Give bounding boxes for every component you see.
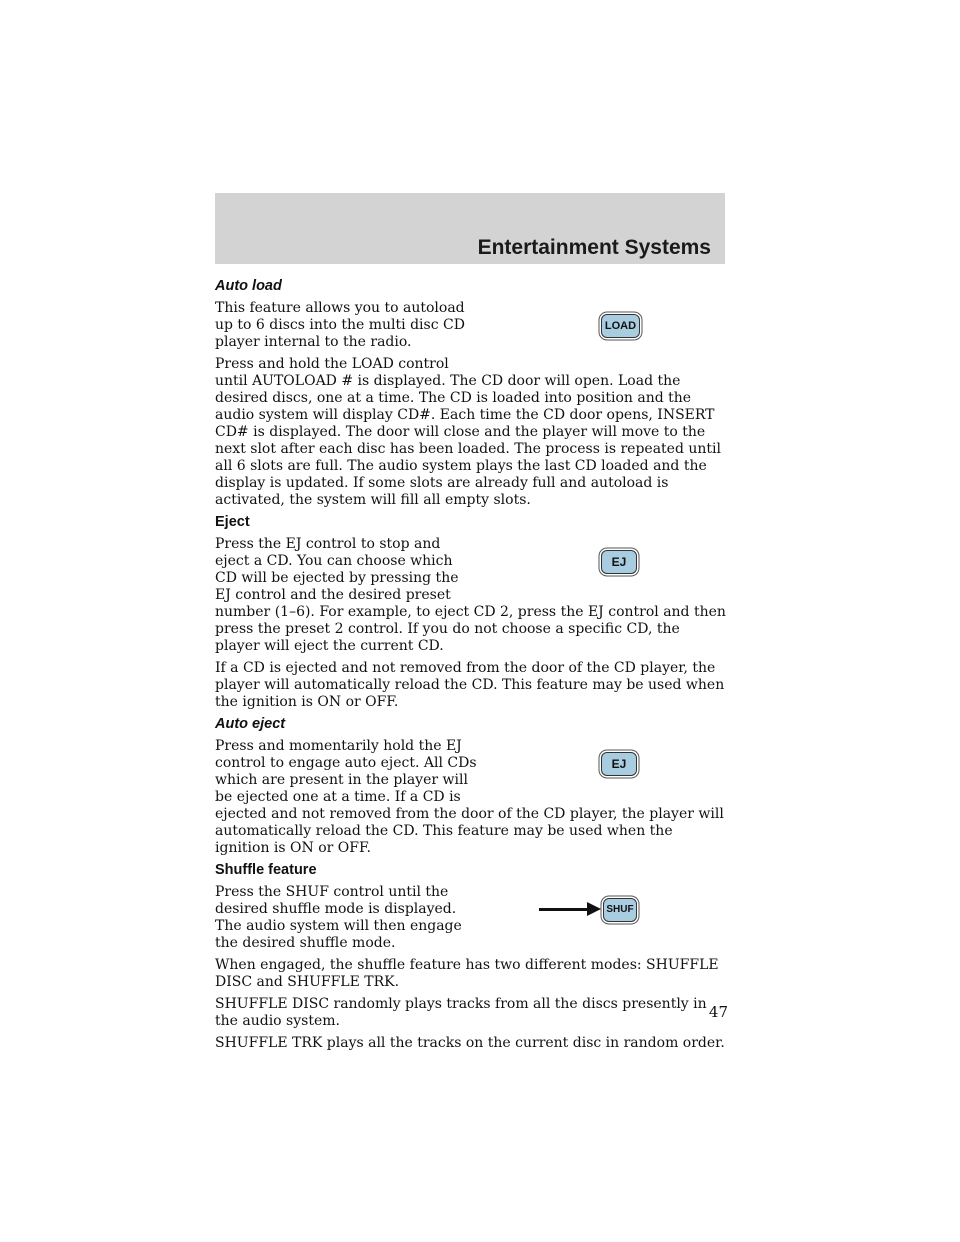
auto-eject-button-icon: EJ <box>601 752 637 776</box>
page-number: 47 <box>708 1003 728 1021</box>
section-header-band <box>215 193 725 264</box>
eject-button-icon: EJ <box>601 550 637 574</box>
auto-eject-heading: Auto eject <box>215 716 286 732</box>
shuffle-paragraph-3: SHUFFLE DISC randomly plays tracks from all the discs presently in the audio system. <box>215 996 707 1029</box>
eject-heading: Eject <box>215 514 250 530</box>
eject-paragraph-1: Press the EJ control to stop and eject a CD. You can choose which CD will be ejected by pressing the EJ control and the desired preset number (1–6). For example, to eject CD 2, press the EJ control and then press the preset 2 control. If you do not choose a specific CD, the player will eject the current CD. <box>215 536 726 654</box>
shuffle-button-figure <box>477 884 727 946</box>
load-button-icon: LOAD <box>601 314 640 338</box>
auto-load-paragraph-1: This feature allows you to autoload up to 6 discs into the multi disc CD player internal to the radio. <box>215 300 465 350</box>
page-content <box>215 278 727 1057</box>
load-button-figure <box>477 300 727 362</box>
auto-load-heading: Auto load <box>215 278 282 294</box>
shuffle-paragraph-2: When engaged, the shuffle feature has two different modes: SHUFFLE DISC and SHUFFLE TRK. <box>215 957 719 990</box>
pointer-arrow-line <box>539 908 591 911</box>
eject-button-figure <box>477 536 727 598</box>
auto-eject-button-figure <box>477 738 727 800</box>
eject-paragraph-2: If a CD is ejected and not removed from the door of the CD player, the player will automatically reload the CD. This feature may be used when the ignition is ON or OFF. <box>215 660 725 710</box>
shuffle-paragraph-1: Press the SHUF control until the desired shuffle mode is displayed. The audio system will then engage the desired shuffle mode. <box>215 884 462 951</box>
shuffle-button-icon: SHUF <box>603 898 637 922</box>
shuffle-heading: Shuffle feature <box>215 862 317 878</box>
auto-eject-paragraph-1: Press and momentarily hold the EJ control to engage auto eject. All CDs which are present in the player will be ejected one at a time. If a CD is ejected and not removed from the door of the CD player, the player will automatically reload the CD. This feature may be used when the ignition is ON or OFF. <box>215 738 724 856</box>
chapter-title: Entertainment Systems <box>477 236 711 259</box>
pointer-arrow-icon <box>587 902 601 916</box>
auto-load-paragraph-2: Press and hold the LOAD control until AUTOLOAD # is displayed. The CD door will open. Load the desired discs, one at a time. The CD is loaded into position and the audio system will display CD#. Each time the CD door opens, INSERT CD# is displayed. The door will close and the player will move to the next slot after each disc has been loaded. The process is repeated until all 6 slots are full. The audio system plays the last CD loaded and the display is updated. If some slots are already full and autoload is activated, the system will fill all empty slots. <box>215 356 721 508</box>
shuffle-paragraph-4: SHUFFLE TRK plays all the tracks on the current disc in random order. <box>215 1035 725 1051</box>
